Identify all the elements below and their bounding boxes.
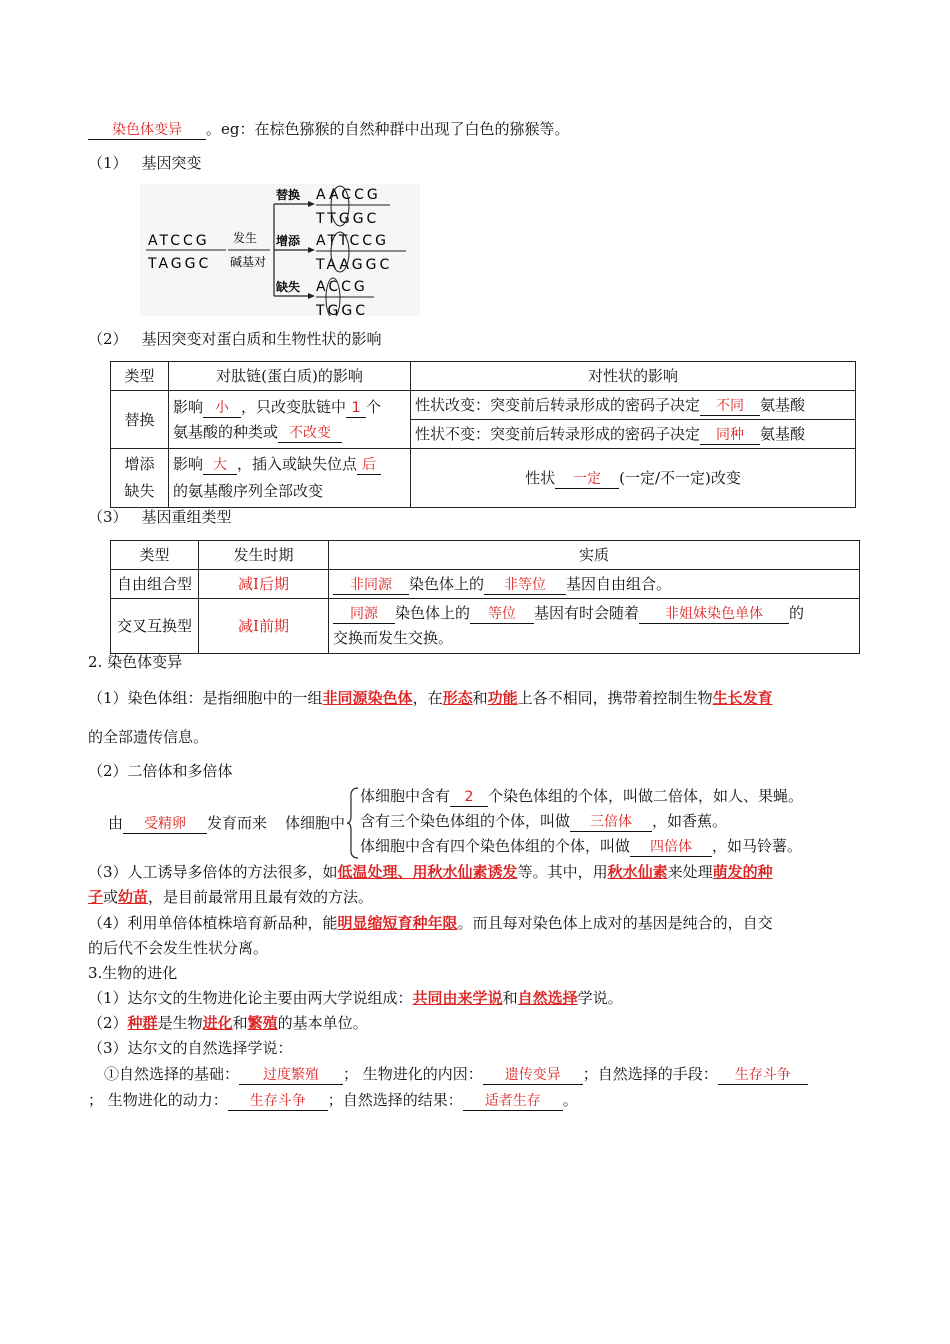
table-cell: 非同源 染色体上的 非等位 基因自由组合。 [329,570,860,599]
table-cell: 替换 [111,391,169,449]
paragraph: （2）二倍体和多倍体 [88,762,233,780]
strand-bottom: TAGGC [148,256,212,272]
paragraph: 的全部遗传信息。 [88,728,209,746]
table-cell: 交叉互换型 [111,599,199,654]
selection-line: ； 生物进化的动力： 生存斗争 ；自然选择的结果： 适者生存 。 [88,1091,578,1109]
branch-strand: ATTCCG [316,233,389,249]
paragraph: （2）种群是生物进化和繁殖的基本单位。 [88,1014,368,1032]
section-title: 2. 染色体变异 [88,653,183,671]
table-cell: 增添 缺失 [111,449,169,508]
ploidy-item: 体细胞中含有四个染色体组的个体，叫做 四倍体 ，如马铃薯。 [360,837,803,855]
table-cell: 性状不变：突变前后转录形成的密码子决定 同种 氨基酸 [411,420,856,449]
ploidy-item: 体细胞中含有 2 个染色体组的个体，叫做二倍体，如人、果蝇。 [360,787,804,805]
paragraph: （1）染色体组：是指细胞中的一组非同源染色体，在形态和功能上各不相同，携带着控制生物生长发育 [88,689,773,707]
table-cell: 影响 小 ，只改变肽链中 1 个 氨基酸的种类或 不改变 [169,391,411,449]
event-label: 发生 [233,231,258,245]
branch-strand: TTGGC [316,211,380,227]
table-header: 类型 [111,362,169,391]
gene-mutation-diagram [140,184,420,316]
table-cell: 减Ⅰ前期 [199,599,329,654]
ploidy-item: 含有三个染色体组的个体，叫做 三倍体 ，如香蕉。 [360,812,728,830]
recombination-table [110,540,860,654]
branch-label: 缺失 [276,280,301,294]
section-title: 3.生物的进化 [88,964,178,982]
table-cell: 自由组合型 [111,570,199,599]
selection-line: ①自然选择的基础： 过度繁殖 ； 生物进化的内因： 遗传变异 ；自然选择的手段： 生存斗争 [104,1063,808,1085]
table-header: 类型 [111,541,199,570]
paragraph: （3）人工诱导多倍体的方法很多，如低温处理、用秋水仙素诱发等。其中，用秋水仙素来处理萌发的种 [88,863,773,881]
branch-label: 替换 [276,188,301,202]
branch-strand: ACCG [316,279,368,295]
table-cell: 同源 染色体上的 等位 基因有时会随着 非姐妹染色单体 的 交换而发生交换。 [329,599,860,654]
paragraph: 的后代不会发生性状分离。 [88,939,269,957]
table-header: 实质 [329,541,860,570]
branch-strand: AACCG [316,187,381,203]
paragraph: 子或幼苗，是目前最常用且最有效的方法。 [88,888,374,906]
paragraph: （4）利用单倍体植株培育新品种，能明显缩短育种年限。而且每对染色体上成对的基因是纯合的，自交 [88,914,773,932]
branch-strand: TGGC [316,303,369,316]
table-cell: 性状 一定 (一定/不一定)改变 [411,449,856,508]
section-heading: （3） 基因重组类型 [88,508,232,526]
table-cell: 减Ⅰ后期 [199,570,329,599]
table-header: 发生时期 [199,541,329,570]
branch-label: 增添 [276,234,301,248]
event-label: 碱基对 [230,255,267,269]
intro-line: 染色体变异 。eg：在棕色猕猴的自然种群中出现了白色的猕猴等。 [88,118,569,140]
mutation-effect-table [110,361,856,508]
table-header: 对肽链(蛋白质)的影响 [169,362,411,391]
brace [346,786,360,860]
branch-strand: TAAGGC [316,257,393,273]
paragraph: （1）达尔文的生物进化论主要由两大学说组成：共同由来学说和自然选择学说。 [88,989,623,1007]
strand-top: ATCCG [148,233,210,249]
section-heading: （2） 基因突变对蛋白质和生物性状的影响 [88,330,382,348]
blank-answer: 染色体变异 [88,121,206,140]
ploidy-origin: 由 受精卵 发育而来 体细胞中 [108,814,346,832]
section-heading: （1） 基因突变 [88,154,202,172]
table-cell: 影响 大 ，插入或缺失位点 后 的氨基酸序列全部改变 [169,449,411,508]
table-header: 对性状的影响 [411,362,856,391]
paragraph: （3）达尔文的自然选择学说： [88,1039,293,1057]
table-cell: 性状改变：突变前后转录形成的密码子决定 不同 氨基酸 [411,391,856,420]
